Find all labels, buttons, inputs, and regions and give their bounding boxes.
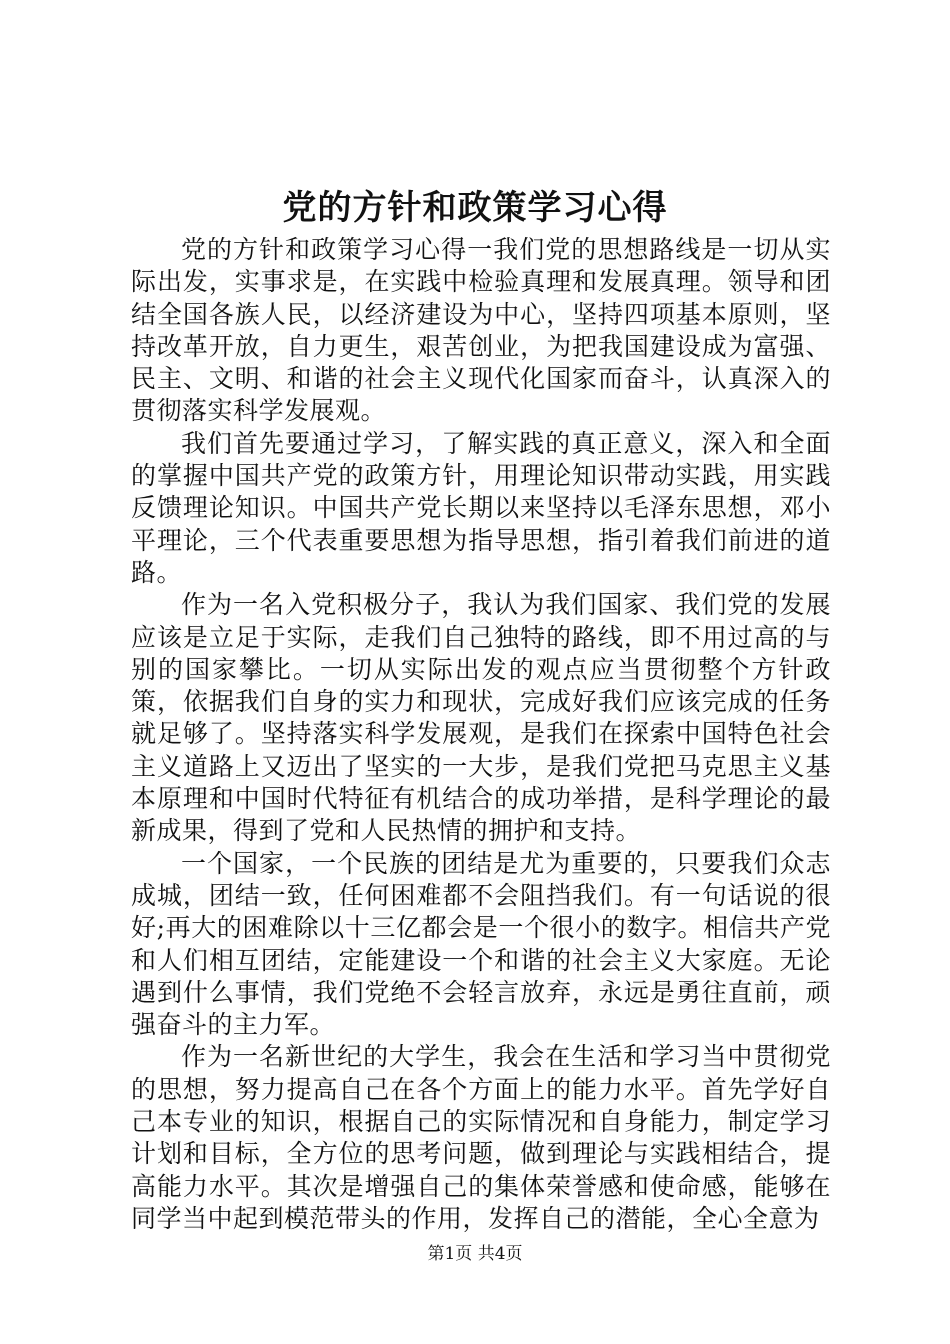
paragraph-1: 党的方针和政策学习心得一我们党的思想路线是一切从实际出发，实事求是，在实践中检验真理和发展真理。领导和团结全国各族人民，以经济建设为中心，坚持四项基本原则，坚持改革开放，自力更生，艰苦创业，为把我国建设成为富强、民主、文明、和谐的社会主义现代化国家而奋斗，认真深入的贯彻落实科学发展观。 xyxy=(131,235,831,426)
page-number-footer: 第1页 共4页 xyxy=(427,1244,523,1264)
document-title: 党的方针和政策学习心得 xyxy=(282,188,668,228)
paragraph-5: 作为一名新世纪的大学生，我会在生活和学习当中贯彻党的思想，努力提高自己在各个方面上的能力水平。首先学好自己本专业的知识，根据自己的实际情况和自身能力，制定学习计划和目标，全方位的思考问题，做到理论与实践相结合，提高能力水平。其次是增强自己的集体荣誉感和使命感，能够在同学当中起到模范带头的作用，发挥自己的潜能，全心全意为 xyxy=(131,1042,831,1233)
document-body xyxy=(131,234,831,1235)
paragraph-3: 作为一名入党积极分子，我认为我们国家、我们党的发展应该是立足于实际，走我们自己独特的路线，即不用过高的与别的国家攀比。一切从实际出发的观点应当贯彻整个方针政策，依据我们自身的实力和现状，完成好我们应该完成的任务就足够了。坚持落实科学发展观，是我们在探索中国特色社会主义道路上又迈出了坚实的一大步，是我们党把马克思主义基本原理和中国时代特征有机结合的成功举措，是科学理论的最新成果，得到了党和人民热情的拥护和支持。 xyxy=(131,590,831,846)
paragraph-2: 我们首先要通过学习，了解实践的真正意义，深入和全面的掌握中国共产党的政策方针，用理论知识带动实践，用实践反馈理论知识。中国共产党长期以来坚持以毛泽东思想，邓小平理论，三个代表重要思想为指导思想，指引着我们前进的道路。 xyxy=(131,428,831,587)
paragraph-4: 一个国家，一个民族的团结是尤为重要的，只要我们众志成城，团结一致，任何困难都不会阻挡我们。有一句话说的很好;再大的困难除以十三亿都会是一个很小的数字。相信共产党和人们相互团结，定能建设一个和谐的社会主义大家庭。无论遇到什么事情，我们党绝不会轻言放弃，永远是勇往直前，顽强奋斗的主力军。 xyxy=(131,848,831,1040)
